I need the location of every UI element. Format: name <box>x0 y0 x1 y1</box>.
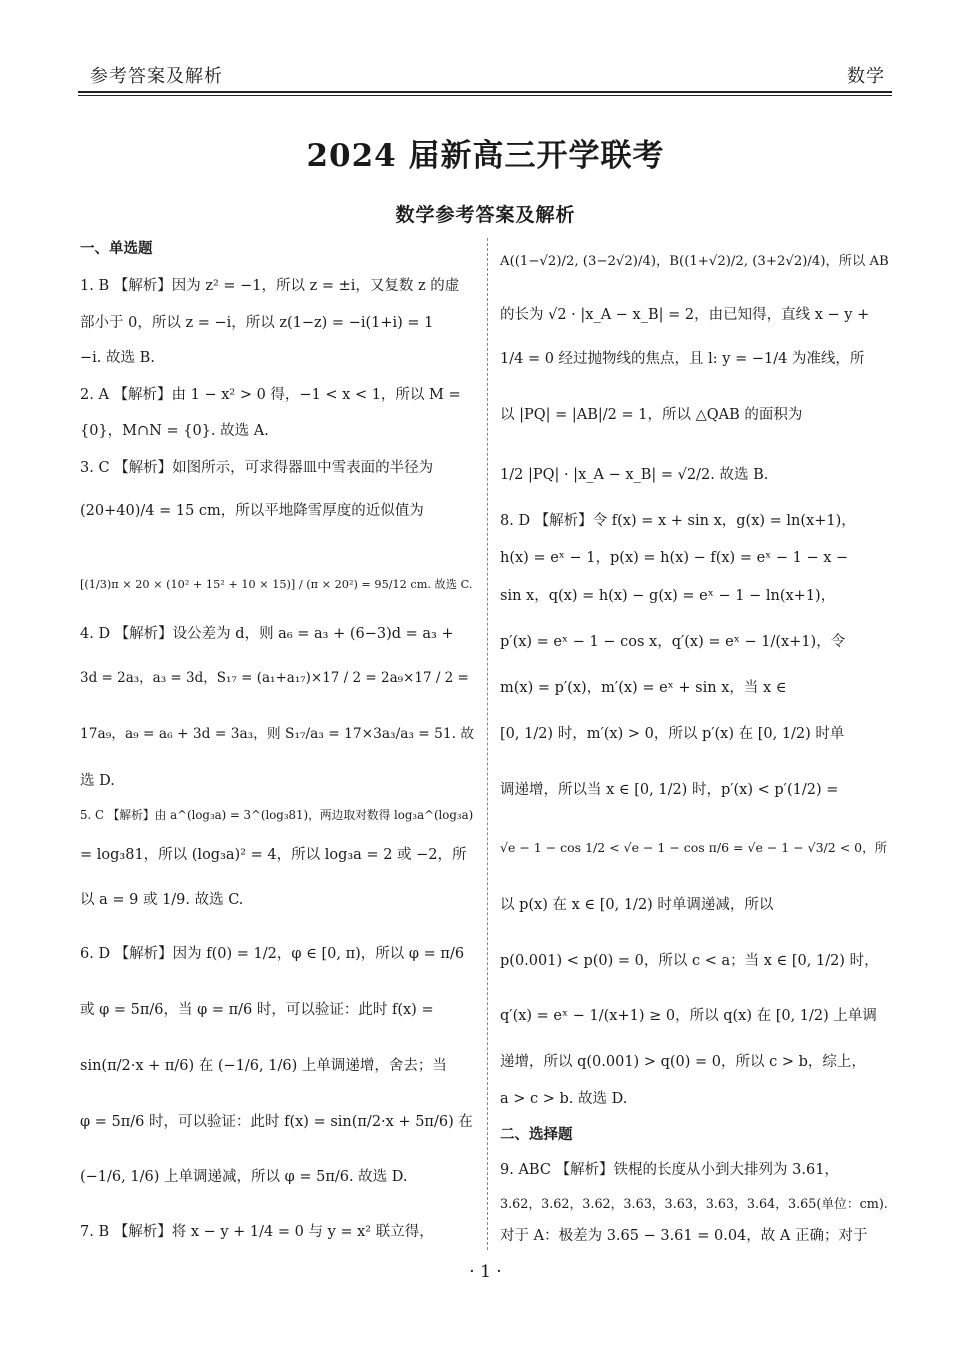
answer-line: 的长为 √2 · |x_A − x_B| = 2，由已知得，直线 x − y + <box>500 307 870 323</box>
answer-line: p′(x) = eˣ − 1 − cos x，q′(x) = eˣ − 1/(x+1)，令 <box>500 634 846 650</box>
answer-line: q′(x) = eˣ − 1/(x+1) ≥ 0，所以 q(x) 在 [0, 1/2) 上单调 <box>500 1008 877 1024</box>
answer-line: 4. D 【解析】设公差为 d，则 a₆ = a₃ + (6−3)d = a₃ + <box>80 626 454 642</box>
answer-line: φ = 5π/6 时，可以验证：此时 f(x) = sin(π/2·x + 5π/6) 在 <box>80 1114 473 1130</box>
answer-line: sin x，q(x) = h(x) − g(x) = eˣ − 1 − ln(x+1)， <box>500 588 836 604</box>
answer-line: sin(π/2·x + π/6) 在 (−1/6, 1/6) 上单调递增，舍去；当 <box>80 1058 447 1074</box>
page-subtitle: 数学参考答案及解析 <box>395 204 576 226</box>
answer-line: 2. A 【解析】由 1 − x² > 0 得，−1 < x < 1，所以 M = <box>80 387 461 403</box>
answer-line: 以 |PQ| = |AB|/2 = 1，所以 △QAB 的面积为 <box>500 407 803 423</box>
answer-line: 或 φ = 5π/6，当 φ = π/6 时，可以验证：此时 f(x) = <box>80 1002 434 1018</box>
answer-line: 17a₉，a₉ = a₆ + 3d = 3a₃，则 S₁₇/a₃ = 17×3a₃/a₃ = 51. 故 <box>80 726 475 742</box>
answer-line: A((1−√2)/2, (3−2√2)/4)，B((1+√2)/2, (3+2√2)/4)，所以 AB <box>500 254 889 269</box>
answer-line: [0, 1/2) 时，m′(x) > 0，所以 p′(x) 在 [0, 1/2) 时单 <box>500 726 845 742</box>
answer-line: 选 D. <box>80 773 115 789</box>
answer-line: m(x) = p′(x)，m′(x) = eˣ + sin x，当 x ∈ <box>500 680 787 696</box>
header-rule-thick <box>78 91 892 93</box>
answer-line: = log₃81，所以 (log₃a)² = 4，所以 log₃a = 2 或 −2，所 <box>80 847 467 863</box>
answer-line: 1/2 |PQ| · |x_A − x_B| = √2/2. 故选 B. <box>500 467 769 483</box>
answer-line: h(x) = eˣ − 1，p(x) = h(x) − f(x) = eˣ − 1 − x − <box>500 550 849 566</box>
answer-line: p(0.001) < p(0) = 0，所以 c < a；当 x ∈ [0, 1/2) 时， <box>500 953 879 969</box>
section-heading: 二、选择题 <box>500 1126 573 1143</box>
column-divider <box>487 238 488 1250</box>
answer-line: 调递增，所以当 x ∈ [0, 1/2) 时，p′(x) < p′(1/2) = <box>500 782 839 798</box>
answer-line: 3. C 【解析】如图所示，可求得器皿中雪表面的半径为 <box>80 460 434 476</box>
answer-line: 对于 A：极差为 3.65 − 3.61 = 0.04，故 A 正确；对于 <box>500 1228 868 1244</box>
header-rule-thin <box>78 95 892 96</box>
answer-line: 3d = 2a₃，a₃ = 3d，S₁₇ = (a₁+a₁₇)×17 / 2 = 2a₉×17 / 2 = <box>80 670 469 686</box>
answer-line: 3.62，3.62，3.62，3.63，3.63，3.63，3.64，3.65(单位：cm). <box>500 1197 888 1212</box>
answer-line: [(1/3)π × 20 × (10² + 15² + 10 × 15)] / (π × 20²) = 95/12 cm. 故选 C. <box>80 578 473 591</box>
answer-line: 1. B 【解析】因为 z² = −1，所以 z = ±i，又复数 z 的虚 <box>80 278 460 294</box>
section-heading: 一、单选题 <box>80 240 153 257</box>
page-number: · 1 · <box>469 1262 502 1282</box>
answer-line: √e − 1 − cos 1/2 < √e − 1 − cos π/6 = √e − 1 − √3/2 < 0，所 <box>500 840 888 855</box>
answer-line: 6. D 【解析】因为 f(0) = 1/2，φ ∈ [0, π)，所以 φ = π/6 <box>80 946 465 962</box>
answer-line: −i. 故选 B. <box>80 350 155 366</box>
header-doc-label: 参考答案及解析 <box>90 66 223 87</box>
answer-line: {0}，M∩N = {0}. 故选 A. <box>80 423 269 439</box>
answer-line: 9. ABC 【解析】铁棍的长度从小到大排列为 3.61， <box>500 1162 839 1178</box>
header-subject: 数学 <box>847 66 885 87</box>
answer-line: 以 a = 9 或 1/9. 故选 C. <box>80 892 244 908</box>
answer-line: a > c > b. 故选 D. <box>500 1091 628 1107</box>
page-title: 2024 届新高三开学联考 <box>306 138 665 174</box>
answer-line: 以 p(x) 在 x ∈ [0, 1/2) 时单调递减，所以 <box>500 897 774 913</box>
answer-line: 1/4 = 0 经过抛物线的焦点，且 l: y = −1/4 为准线，所 <box>500 351 865 367</box>
answer-line: 递增，所以 q(0.001) > q(0) = 0，所以 c > b，综上， <box>500 1054 866 1070</box>
answer-line: (−1/6, 1/6) 上单调递减，所以 φ = 5π/6. 故选 D. <box>80 1169 408 1185</box>
answer-line: 5. C 【解析】由 a^(log₃a) = 3^(log₃81)，两边取对数得 log₃a^(log₃a) <box>80 808 474 822</box>
answer-line: 7. B 【解析】将 x − y + 1/4 = 0 与 y = x² 联立得， <box>80 1224 434 1240</box>
answer-line: 部小于 0，所以 z = −i，所以 z(1−z) = −i(1+i) = 1 <box>80 315 434 331</box>
answer-line: (20+40)/4 = 15 cm，所以平地降雪厚度的近似值为 <box>80 503 424 519</box>
answer-line: 8. D 【解析】令 f(x) = x + sin x，g(x) = ln(x+1)， <box>500 513 856 529</box>
